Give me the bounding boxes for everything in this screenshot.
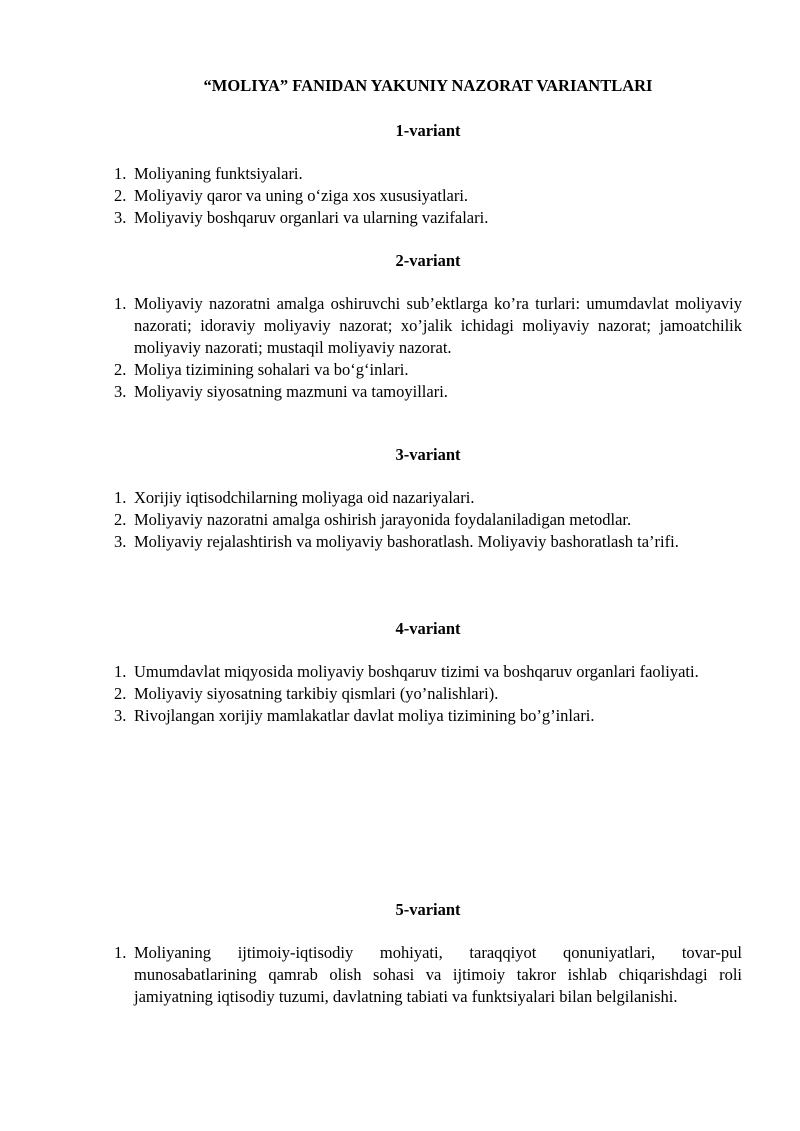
variant-2-heading: 2-variant bbox=[395, 251, 461, 270]
variant-4-list bbox=[114, 661, 742, 727]
item-number: 3. bbox=[114, 382, 127, 401]
item-number: 1. bbox=[114, 164, 127, 183]
item-text: Moliyaning funktsiyalari. bbox=[134, 164, 303, 183]
list-item bbox=[114, 293, 742, 359]
list-item bbox=[114, 531, 742, 553]
list-item bbox=[114, 381, 742, 403]
item-text: Moliyaning ijtimoiy-iqtisodiy mohiyati, taraqqiyot qonuniyatlari, tovar-pul munosabatlarining qamrab olish sohasi va ijtimoiy takror ishlab chiqarishdagi roli jamiyatning iqtisodiy tuzumi, davlatning tabiati va funktsiyalari bilan belgilanishi. bbox=[134, 943, 742, 1006]
document-title: “MOLIYA” FANIDAN YAKUNIY NAZORAT VARIANTLARI bbox=[203, 76, 653, 95]
list-item bbox=[114, 207, 742, 229]
variant-4-heading: 4-variant bbox=[395, 619, 461, 638]
item-number: 1. bbox=[114, 294, 127, 313]
list-item bbox=[114, 163, 742, 185]
variant-5-heading: 5-variant bbox=[395, 900, 461, 919]
list-item bbox=[114, 942, 742, 1008]
item-text: Xorijiy iqtisodchilarning moliyaga oid nazariyalari. bbox=[134, 488, 475, 507]
list-item bbox=[114, 509, 742, 531]
item-number: 3. bbox=[114, 208, 127, 227]
list-item bbox=[114, 359, 742, 381]
item-number: 2. bbox=[114, 360, 127, 379]
item-text: Moliyaviy siyosatning tarkibiy qismlari (yo’nalishlari). bbox=[134, 684, 499, 703]
item-text: Moliyaviy siyosatning mazmuni va tamoyillari. bbox=[134, 382, 448, 401]
item-number: 2. bbox=[114, 186, 127, 205]
item-number: 2. bbox=[114, 684, 127, 703]
item-text: Moliyaviy qaror va uning o‘ziga xos xususiyatlari. bbox=[134, 186, 469, 205]
item-number: 1. bbox=[114, 488, 127, 507]
item-text: Moliya tizimining sohalari va bo‘g‘inlari. bbox=[134, 360, 409, 379]
item-text: Umumdavlat miqyosida moliyaviy boshqaruv tizimi va boshqaruv organlari faoliyati. bbox=[134, 662, 699, 681]
variant-3-list bbox=[114, 487, 742, 553]
list-item bbox=[114, 705, 742, 727]
variant-1-heading: 1-variant bbox=[395, 121, 461, 140]
item-text: Moliyaviy nazoratni amalga oshiruvchi sub’ektlarga ko’ra turlari: umumdavlat moliyaviy nazorati; idoraviy moliyaviy nazorat; xo’jalik ichidagi moliyaviy nazorat; jamoatchilik moliyaviy nazorati; mustaqil moliyaviy nazorat. bbox=[134, 294, 742, 357]
item-number: 3. bbox=[114, 532, 127, 551]
item-number: 1. bbox=[114, 662, 127, 681]
item-text: Moliyaviy rejalashtirish va moliyaviy bashoratlash. Moliyaviy bashoratlash ta’rifi. bbox=[134, 532, 679, 551]
item-number: 2. bbox=[114, 510, 127, 529]
variant-1-list bbox=[114, 163, 742, 229]
list-item bbox=[114, 487, 742, 509]
item-number: 3. bbox=[114, 706, 127, 725]
item-text: Moliyaviy nazoratni amalga oshirish jarayonida foydalaniladigan metodlar. bbox=[134, 510, 632, 529]
list-item bbox=[114, 683, 742, 705]
list-item bbox=[114, 185, 742, 207]
item-number: 1. bbox=[114, 943, 127, 962]
item-text: Moliyaviy boshqaruv organlari va ularning vazifalari. bbox=[134, 208, 489, 227]
variant-3-heading: 3-variant bbox=[395, 445, 461, 464]
list-item bbox=[114, 661, 742, 683]
variant-2-list bbox=[114, 293, 742, 403]
item-text: Rivojlangan xorijiy mamlakatlar davlat moliya tizimining bo’g’inlari. bbox=[134, 706, 595, 725]
variant-5-list bbox=[114, 942, 742, 1008]
